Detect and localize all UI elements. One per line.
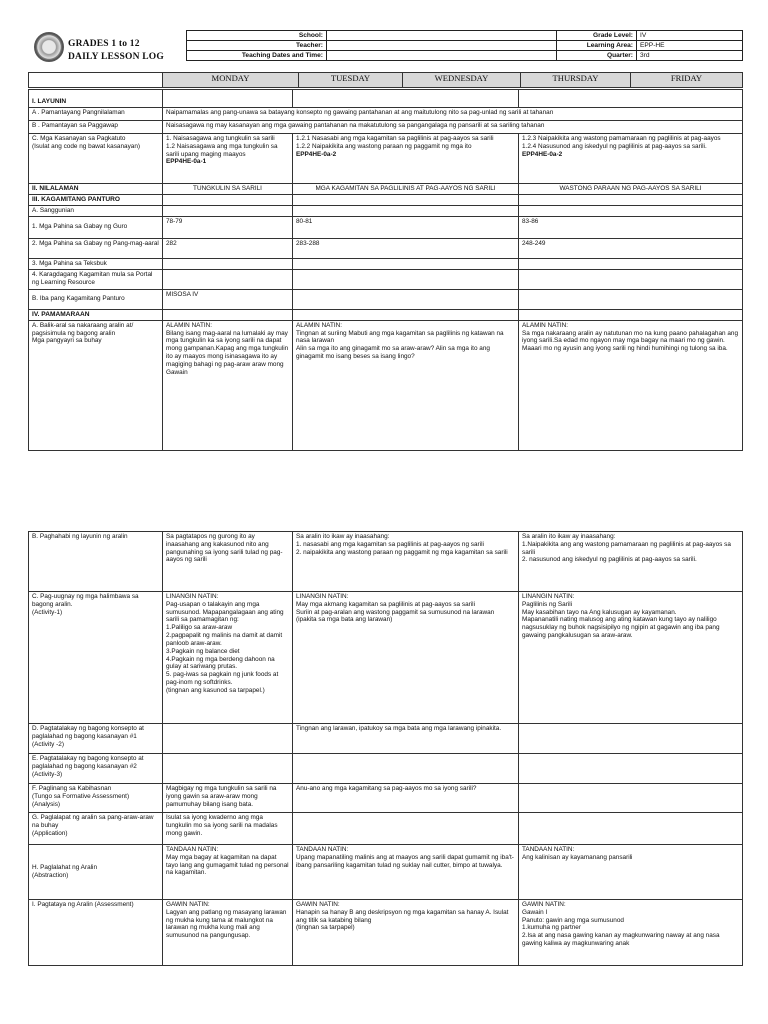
teksbuk-label: 3. Mga Pahina sa Teksbuk: [29, 258, 163, 269]
portal-lr-label: 4. Karagdagang Kagamitan mula sa Portal ng Learning Resource: [29, 269, 163, 289]
quarter-field[interactable]: 3rd: [637, 51, 743, 61]
learning-area-field[interactable]: EPP-HE: [637, 41, 743, 51]
paglalahat-monday: TANDAAN NATIN: May mga bagay at kagamitan na dapat tayo lang ang gumagamit tulad ng personal na kagamitan.: [163, 845, 293, 900]
pagtalakay-2-label: E. Pagtatalakay ng bagong konsepto at paglalahad ng bagong kasanayan #2 (Activity-3): [29, 754, 163, 784]
grade-level-label: Grade Level:: [557, 31, 637, 41]
quarter-label: Quarter:: [557, 51, 637, 61]
paglalahat-tuesday: TANDAAN NATIN: Upang mapanatiling malinis ang at maayos ang sarili dapat gumamit ng iba't-ibang pansariling kagamitan tulad ng suklay nail cutter, bimpo at tuwalya.: [293, 845, 519, 900]
teacher-field[interactable]: [327, 41, 557, 51]
paghahabi-label: B. Paghahabi ng layunin ng aralin: [29, 532, 163, 592]
form-title: [68, 38, 164, 64]
pagtataya-label: I. Pagtataya ng Aralin (Assessment): [29, 900, 163, 966]
pagtalakay-1-tuesday: Tingnan ang larawan, ipatukoy sa mga bata ang mga larawang ipinakita.: [293, 724, 519, 754]
kasanayan-tuesday: 1.2.1 Nasasabi ang mga kagamitan sa paglilinis at pag-aayos sa sarili 1.2.2 Naipakikita ang wastong paraan ng paggamit ng mga ito EPP4HE-0a-2: [293, 134, 519, 184]
title-line1: GRADES 1 to 12: [68, 39, 140, 49]
day-friday: FRIDAY: [631, 73, 743, 88]
paglalapat-label: G. Paglalapat ng aralin sa pang-araw-araw na buhay (Application): [29, 813, 163, 845]
sanggunian-label: A. Sanggunian: [29, 206, 163, 217]
paghahabi-thursday: Sa aralin ito ikaw ay inaasahang: 1.Naipakikita ang ang wastong pamamaraan ng paglilinis at pag-aayos sa sarili 2. nasusunod ang iskedyul ng paglilinis at pag-aayos sa sarili.: [519, 532, 743, 592]
lesson-log-table-1: [28, 89, 743, 451]
balik-aral-tuesday: ALAMIN NATIN: Tingnan at suriing Mabuti ang mga kagamitan sa paglilinis ng katawan na nasa larawan Alin sa mga ito ang ginagamit mo sa araw-araw? Alin sa mga ito ang ginagamit mo isang beses sa isang lingo?: [293, 320, 519, 450]
grade-level-field[interactable]: IV: [637, 31, 743, 41]
gabay-guro-thursday: 83-86: [519, 216, 743, 238]
day-tuesday: TUESDAY: [299, 73, 403, 88]
nilalaman-tuesday: MGA KAGAMITAN SA PAGLILINIS AT PAG-AAYOS NG SARILI: [293, 184, 519, 195]
dll-header: [28, 30, 742, 66]
layunin-heading: I. LAYUNIN: [29, 90, 163, 108]
paglalahat-thursday: TANDAAN NATIN: Ang kalinisan ay kayamanang pansarili: [519, 845, 743, 900]
pagtataya-thursday: GAWIN NATIN: Gawain I Panuto: gawin ang mga sumusunod 1.kumuha ng partner 2.Isa at ang nasa gawing kanan ay magkunwaring naway at ang nasa gawing kaliwa ay magkunwaring anak: [519, 900, 743, 966]
pamantayang-pangnilalaman-label: A . Pamantayang Pangnilalaman: [29, 108, 163, 121]
teaching-dates-field[interactable]: [327, 51, 557, 61]
nilalaman-label: II. NILALAMAN: [29, 184, 163, 195]
paghahabi-monday: Sa pagtatapos ng gurong ito ay inaasahang ang kakasunod nito ang pangunahing sa iyong sarili tulad ng pag-aayos ng sarili: [163, 532, 293, 592]
kasanayan-monday: 1. Naisasagawa ang tungkulin sa sarili 1.2 Naisasagawa ang mga tungkulin sa sarili upang maging maayos EPP4HE-0a-1: [163, 134, 293, 184]
kasanayan-thursday: 1.2.3 Naipakikita ang wastong pamamaraan ng paglilinis at pag-aayos 1.2.4 Nasusunod ang iskedyul ng paglilinis at pag-aayos sa sarili. EPP4HE-0a-2: [519, 134, 743, 184]
gabay-mag-aaral-monday: 282: [163, 238, 293, 258]
day-monday: MONDAY: [163, 73, 299, 88]
kabihasnan-monday: Magbigay ng mga tungkulin sa sarili na iyong gawin sa araw-araw mong pamumuhay bilang isang bata.: [163, 784, 293, 813]
kabihasnan-label: F. Paglinang sa Kabihasnan (Tungo sa Formative Assessment) (Analysis): [29, 784, 163, 813]
kasanayan-label: C. Mga Kasanayan sa Pagkatuto (Isulat ang code ng bawat kasanayan): [29, 134, 163, 184]
pagtataya-monday: GAWIN NATIN: Lagyan ang patlang ng masayang larawan ng mukha kung tama at malungkot na larawan ng mukha kung mali ang sumusunod na pangungusap.: [163, 900, 293, 966]
gabay-guro-monday: 78-79: [163, 216, 293, 238]
gabay-mag-aaral-thursday: 248-249: [519, 238, 743, 258]
pamantayan-sa-paggawa-text: Naisasagawa ng may kasanayan ang mga gawaing pantahanan na makatutulong sa pangangalaga ng pansarili at sa sariling tahanan: [163, 121, 743, 134]
pagtataya-tuesday: GAWIN NATIN: Hanapin sa hanay B ang deskripsyon ng mga kagamitan sa hanay A. Isulat ang titik sa katabing bilang (tingnan sa tarpapel): [293, 900, 519, 966]
gabay-mag-aaral-tuesday: 283-288: [293, 238, 519, 258]
kabihasnan-tuesday: Anu-ano ang mga kagamitang sa pag-aayos mo sa iyong sarili?: [293, 784, 519, 813]
paglalahat-label: H. Paglalahat ng Aralin (Abstraction): [29, 845, 163, 900]
school-field[interactable]: [327, 31, 557, 41]
pag-uugnay-thursday: LINANGIN NATIN: Paglilinis ng Sarili May kasabihan tayo na Ang kalusugan ay kayamanan. Mapananatili nating malusog ang ating katawan kung tayo ay naliligo nagsusuklay ng buhok nagsisipilyo ng ngipin at gagawin ang iba pang gawaing pangkalusugan sa araw-araw.: [519, 592, 743, 724]
iba-pang-kagamitan-label: B. Iba pang Kagamitang Panturo: [29, 289, 163, 309]
days-header-blank: [29, 73, 163, 88]
teaching-dates-label: Teaching Dates and Time:: [187, 51, 327, 61]
kasanayan-monday-code: EPP4HE-0a-1: [166, 158, 207, 166]
day-wednesday: WEDNESDAY: [403, 73, 521, 88]
paglalapat-monday: Isulat sa iyong kwaderno ang mga tungkulin mo sa iyong sarili na madalas mong gawin.: [163, 813, 293, 845]
kasanayan-thursday-code: EPP4HE-0a-2: [522, 150, 563, 158]
pamantayan-sa-paggawa-label: B . Pamantayan sa Paggawap: [29, 121, 163, 134]
nilalaman-monday: TUNGKULIN SA SARILI: [163, 184, 293, 195]
learning-area-label: Learning Area:: [557, 41, 637, 51]
iba-pang-kagamitan-monday: MISOSA IV: [163, 289, 293, 309]
balik-aral-thursday: ALAMIN NATIN: Sa mga nakaraang aralin ay natutunan mo na kung paano pahalagahan ang iyong sarili.Sa edad mo ngayon may mga bagay na maari mo ng gawin. Maaari mo ng ayusin ang iyong sarili ng hindi humihingi ng tulong sa iba.: [519, 320, 743, 450]
gabay-guro-label: 1. Mga Pahina sa Gabay ng Guro: [29, 216, 163, 238]
pagtalakay-1-label: D. Pagtatalakay ng bagong konsepto at paglalahad ng bagong kasanayan #1 (Activity -2): [29, 724, 163, 754]
gabay-guro-tuesday: 80-81: [293, 216, 519, 238]
kagamitang-panturo-label: III. KAGAMITANG PANTURO: [29, 195, 163, 206]
lesson-log-table-2: [28, 531, 743, 966]
deped-seal-logo: [34, 32, 64, 62]
header-info-table: [186, 30, 743, 61]
pag-uugnay-monday: LINANGIN NATIN: Pag-usapan o talakayin ang mga sumusunod. Mapapangalagaan ang ating sarili sa pamamagitan ng: 1.Paliligo sa araw-araw 2.pagpapalit ng malinis na damit at damit panloob araw-araw. 3.Pagkain ng balance diet 4.Pagkain ng mga berdeng dahoon na gulay at sariwang prutas. 5. pag-iwas sa pagkain ng junk foods at pag-inom ng softdrinks. (tingnan ang kasunod sa tarpapel.): [163, 592, 293, 724]
title-line2: DAILY LESSON LOG: [68, 51, 164, 62]
balik-aral-label: A. Balik-aral sa nakaraang aralin at/ pagsisimula ng bagong aralin Mga pangyayri sa buhay: [29, 320, 163, 450]
days-header: [28, 72, 743, 88]
school-label: School:: [187, 31, 327, 41]
pag-uugnay-tuesday: LINANGIN NATIN: May mga akmang kagamitan sa paglilinis at pag-aayos sa sarili Suriin at pag-aralan ang wastong paggamit sa sumusunod na larawan (ipakita sa mga bata ang larawan): [293, 592, 519, 724]
gabay-mag-aaral-label: 2. Mga Pahina sa Gabay ng Pang-mag-aaral: [29, 238, 163, 258]
teacher-label: Teacher:: [187, 41, 327, 51]
balik-aral-monday: ALAMIN NATIN: Bilang isang mag-aaral na lumalaki ay may mga tungkulin ka sa iyong sarili na dapat mong gampanan.Kapag ang mga tungkulin ito ay maayos mong isinasagawa ito ay magiging bahagi ng pag-araw araw mong Gawain: [163, 320, 293, 450]
day-thursday: THURSDAY: [521, 73, 631, 88]
pamamaraan-label: IV. PAMAMARAAN: [29, 309, 163, 320]
pamantayang-pangnilalaman-text: Naipamamalas ang pang-unawa sa batayang konsepto ng gawaing pantahanan at ang maitutulong nito sa pag-unlad ng sarili at tahanan: [163, 108, 743, 121]
paghahabi-tuesday: Sa aralin ito ikaw ay inaasahang: 1. nasasabi ang mga kagamitan sa paglilinis at pag-aayos ng sarili 2. naipakikita ang wastong paraan ng paggamit ng mga kagamitan sa sarili: [293, 532, 519, 592]
nilalaman-thursday: WASTONG PARAAN NG PAG-AAYOS SA SARILI: [519, 184, 743, 195]
pag-uugnay-label: C. Pag-uugnay ng mga halimbawa sa bagong aralin. (Activity-1): [29, 592, 163, 724]
kasanayan-tuesday-code: EPP4HE-0a-2: [296, 150, 337, 158]
